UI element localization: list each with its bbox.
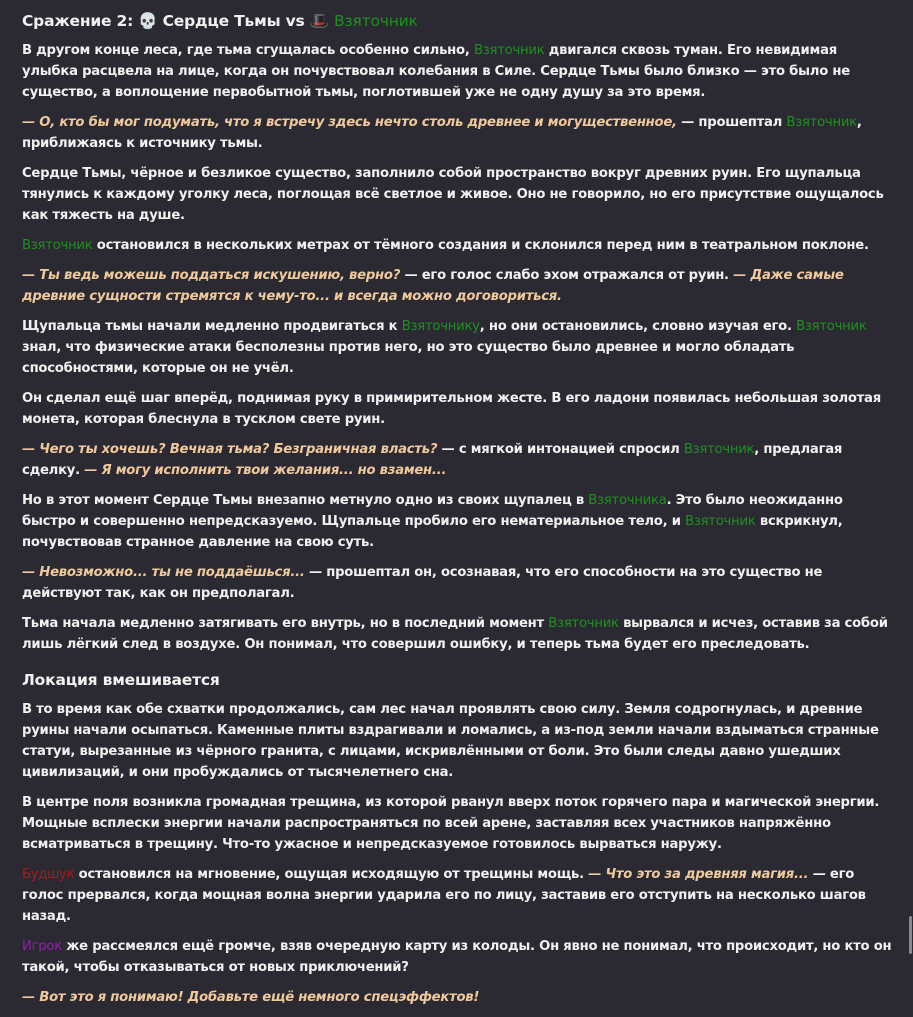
character-name: Взяточник	[22, 238, 93, 253]
dialogue-paragraph: Будшук остановился на мгновение, ощущая исходящую от трещины мощь. — Что это за древняя магия... — его голос прервался, когда мощная волна энергии ударила его по лицу, заставив его отступить на несколько шагов назад.	[22, 867, 866, 924]
paragraph: Щупальца тьмы начали медленно продвигаться к Взяточнику, но они остановились, словно изучая его. Взяточник знал, что физические атаки бесполезны против него, но это существо было древнее и могло обладать способностями, которые он не учёл.	[22, 319, 867, 376]
story-content	[22, 8, 896, 1017]
character-name: Взяточник	[685, 514, 756, 529]
dialogue-paragraph: — Невозможно... ты не поддаёшься... — прошептал он, осознавая, что его способности на это существо не действуют так, как он предполагал.	[22, 565, 823, 601]
dialogue-paragraph: — О, кто бы мог подумать, что я встречу здесь нечто столь древнее и могущественное, — прошептал Взяточник, приближаясь к источнику тьмы.	[22, 115, 862, 151]
skull-icon: 💀	[138, 12, 158, 30]
dialogue-paragraph: — Чего ты хочешь? Вечная тьма? Безграничная власть? — с мягкой интонацией спросил Взяточник, предлагая сделку. — Я могу исполнить твои желания... но взамен...	[22, 442, 843, 478]
character-name: Взяточника	[588, 493, 667, 508]
paragraph: Тьма начала медленно затягивать его внутрь, но в последний момент Взяточник вырвался и исчез, оставив за собой лишь лёгкий след в воздухе. Он понимал, что совершил ошибку, и теперь тьма будет его преследовать.	[22, 616, 888, 652]
dialogue-paragraph: — Вот это я понимаю! Добавьте ещё немного спецэффектов!	[22, 990, 480, 1005]
paragraph: Взяточник остановился в нескольких метрах от тёмного создания и склонился перед ним в театральном поклоне.	[22, 238, 869, 253]
paragraph: В другом конце леса, где тьма сгущалась особенно сильно, Взяточник двигался сквозь туман. Его невидимая улыбка расцвела на лице, когда он почувствовал колебания в Силе. Сердце Тьмы было близко — это было не существо, а воплощение первобытной тьмы, поглотившей уже не одну душу за это время.	[22, 43, 850, 100]
location-heading: Локация вмешивается	[22, 671, 220, 689]
character-name: Взяточник	[786, 115, 857, 130]
character-name: Будшук	[22, 867, 75, 882]
dialogue-paragraph: — Ты ведь можешь поддаться искушению, верно? — его голос слабо эхом отражался от руин. — Даже самые древние сущности стремятся к чему-то... и всегда можно договориться.	[22, 268, 844, 304]
paragraph: Игрок же рассмеялся ещё громче, взяв очередную карту из колоды. Он явно не понимал, что происходит, но кто он такой, чтобы отказываться от новых приключений?	[22, 939, 892, 975]
character-name: Взяточник	[683, 442, 755, 457]
paragraph: В то время как обе схватки продолжались, сам лес начал проявлять свою силу. Земля содрогнулась, и древние руины начали осыпаться. Каменные плиты вздрагивали и ломались, а из-под земли начали вздыматься странные статуи, вырезанные из чёрного гранита, с лицами, искривлёнными от боли. Это были следы давно ушедших цивилизаций, и они пробуждались от тысячелетнего сна.	[22, 702, 879, 780]
scrollbar-thumb[interactable]	[909, 916, 912, 954]
character-name: Взяточник	[796, 319, 867, 334]
character-name: Взяточник	[548, 616, 619, 631]
character-name: Игрок	[22, 939, 62, 954]
battle-2-heading: Сражение 2: 💀 Сердце Тьмы vs 🎩 Взяточник	[22, 12, 418, 30]
scrollbar[interactable]	[909, 0, 913, 969]
character-name: Взяточник	[334, 12, 418, 30]
paragraph: Он сделал ещё шаг вперёд, поднимая руку в примирительном жесте. В его ладони появилась небольшая золотая монета, которая блеснула в тусклом свете руин.	[22, 391, 881, 427]
paragraph: Сердце Тьмы, чёрное и безликое существо, заполнило собой пространство вокруг древних руин. Его щупальца тянулись к каждому уголку леса, поглощая всё светлое и живое. Оно не говорило, но его присутствие ощущалось как тяжесть на душе.	[22, 166, 884, 223]
emphasis: сам лес	[349, 702, 406, 717]
paragraph: Но в этот момент Сердце Тьмы внезапно метнуло одно из своих щупалец в Взяточника. Это было неожиданно быстро и совершенно непредсказуемо. Щупальце пробило его нематериальное тело, и Взяточник вскрикнул, почувствовав странное давление на свою суть.	[22, 493, 843, 550]
top-hat-icon: 🎩	[309, 12, 329, 30]
character-name: Взяточник	[473, 43, 545, 58]
character-name: Взяточнику	[401, 319, 480, 334]
paragraph: В центре поля возникла громадная трещина, из которой рванул вверх поток горячего пара и магической энергии. Мощные всплески энергии начали распространяться по всей арене, заставляя всех участников напряжённо всматриваться в трещину. Что-то ужасное и непредсказуемое готовилось вырваться наружу.	[22, 795, 880, 852]
